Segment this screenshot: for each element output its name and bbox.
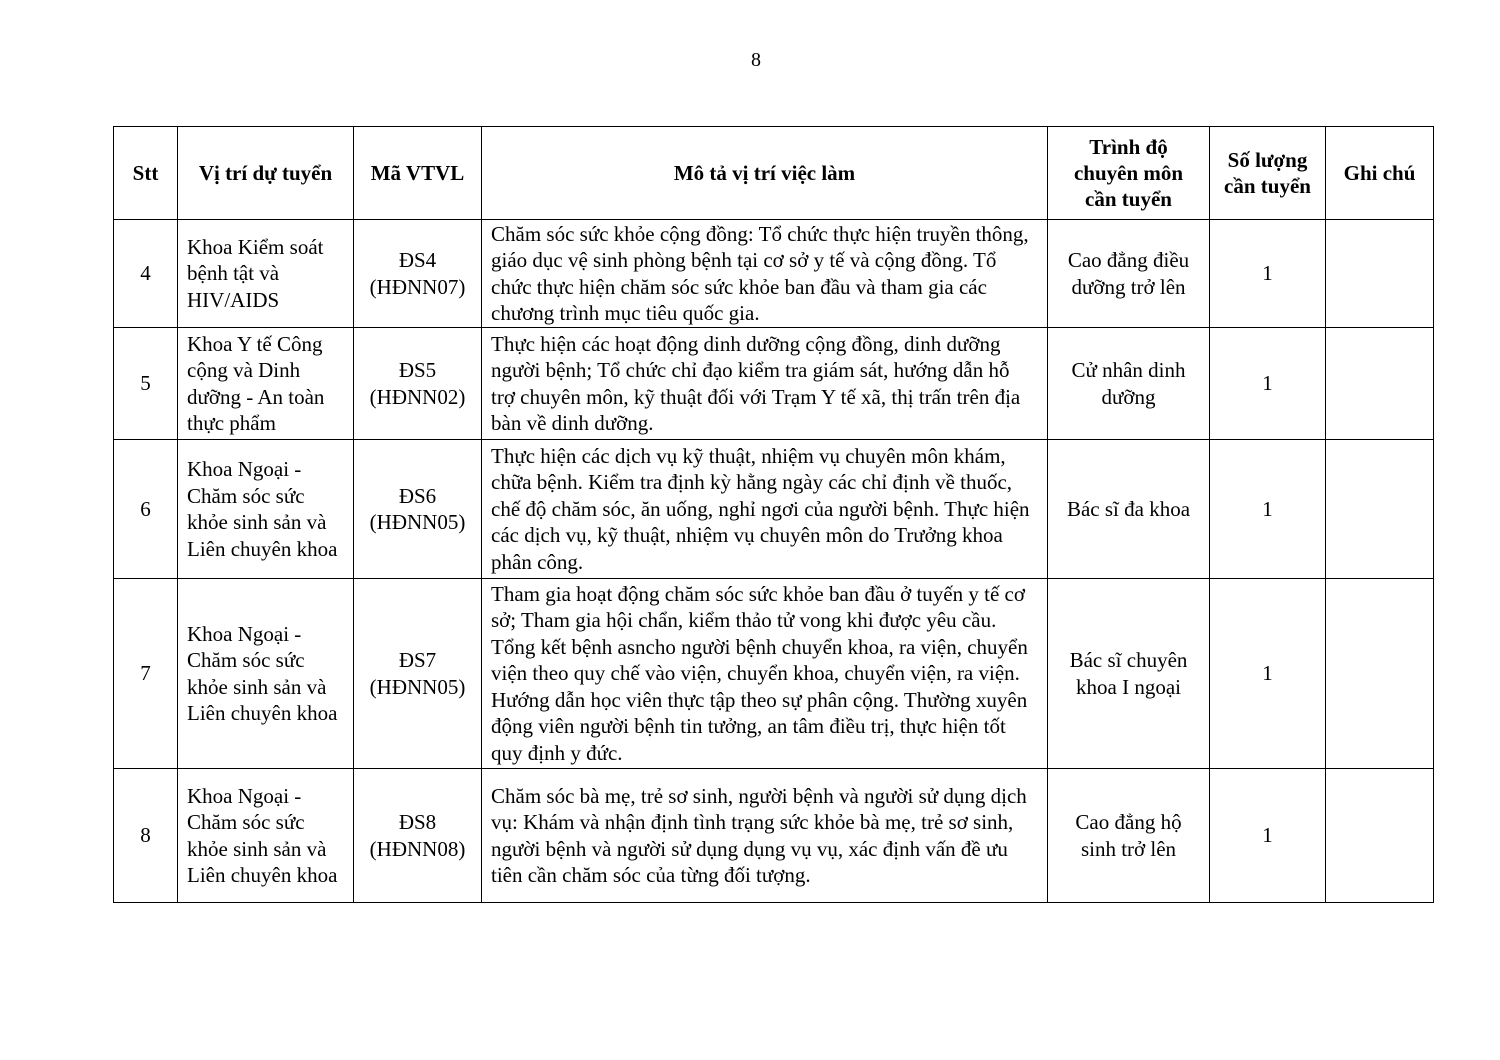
cell-qualification: Cao đẳng điều dưỡng trở lên [1048, 220, 1210, 328]
cell-stt: 4 [114, 220, 178, 328]
table-row [114, 579, 1434, 769]
cell-description: Thực hiện các hoạt động dinh dưỡng cộng đồng, dinh dưỡng người bệnh; Tổ chức chỉ đạo kiểm tra giám sát, hướng dẫn hỗ trợ chuyên môn, kỹ thuật đối với Trạm Y tế xã, thị trấn trên địa bàn về dinh dưỡng. [482, 328, 1048, 440]
cell-quantity: 1 [1210, 440, 1326, 579]
cell-position: Khoa Ngoại - Chăm sóc sức khỏe sinh sản và Liên chuyên khoa [178, 440, 354, 579]
cell-note [1326, 579, 1434, 769]
cell-note [1326, 769, 1434, 903]
cell-quantity: 1 [1210, 769, 1326, 903]
cell-qualification: Cử nhân dinh dưỡng [1048, 328, 1210, 440]
cell-stt: 6 [114, 440, 178, 579]
cell-code: ĐS6 (HĐNN05) [354, 440, 482, 579]
table-row [114, 440, 1434, 579]
cell-position: Khoa Y tế Công cộng và Dinh dưỡng - An toàn thực phẩm [178, 328, 354, 440]
cell-qualification: Cao đẳng hộ sinh trở lên [1048, 769, 1210, 903]
header-note: Ghi chú [1326, 127, 1434, 220]
cell-note [1326, 220, 1434, 328]
cell-stt: 8 [114, 769, 178, 903]
cell-qualification: Bác sĩ đa khoa [1048, 440, 1210, 579]
table-header [114, 127, 1434, 220]
cell-position: Khoa Ngoại - Chăm sóc sức khỏe sinh sản và Liên chuyên khoa [178, 579, 354, 769]
cell-description: Thực hiện các dịch vụ kỹ thuật, nhiệm vụ chuyên môn khám, chữa bệnh. Kiểm tra định kỳ hằng ngày các chỉ định về thuốc, chế độ chăm sóc, ăn uống, nghỉ ngơi của người bệnh. Thực hiện các dịch vụ, kỹ thuật, nhiệm vụ chuyên môn do Trưởng khoa phân công. [482, 440, 1048, 579]
cell-code: ĐS5 (HĐNN02) [354, 328, 482, 440]
page-number: 8 [751, 49, 761, 71]
cell-note [1326, 328, 1434, 440]
header-position: Vị trí dự tuyển [178, 127, 354, 220]
cell-qualification: Bác sĩ chuyên khoa I ngoại [1048, 579, 1210, 769]
cell-quantity: 1 [1210, 220, 1326, 328]
cell-note [1326, 440, 1434, 579]
header-quantity: Số lượng cần tuyển [1210, 127, 1326, 220]
cell-description: Chăm sóc sức khỏe cộng đồng: Tổ chức thực hiện truyền thông, giáo dục vệ sinh phòng bệnh tại cơ sở y tế và cộng đồng. Tổ chức thực hiện chăm sóc sức khỏe ban đầu và tham gia các chương trình mục tiêu quốc gia. [482, 220, 1048, 328]
table-row [114, 328, 1434, 440]
header-code: Mã VTVL [354, 127, 482, 220]
cell-description: Chăm sóc bà mẹ, trẻ sơ sinh, người bệnh và người sử dụng dịch vụ: Khám và nhận định tình trạng sức khỏe bà mẹ, trẻ sơ sinh, người bệnh và người sử dụng dụng vụ vụ, xác định vấn đề ưu tiên cần chăm sóc của từng đối tượng. [482, 769, 1048, 903]
cell-quantity: 1 [1210, 579, 1326, 769]
cell-quantity: 1 [1210, 328, 1326, 440]
cell-code: ĐS7 (HĐNN05) [354, 579, 482, 769]
cell-stt: 7 [114, 579, 178, 769]
cell-code: ĐS8 (HĐNN08) [354, 769, 482, 903]
cell-code: ĐS4 (HĐNN07) [354, 220, 482, 328]
table-row [114, 769, 1434, 903]
table-row [114, 220, 1434, 328]
cell-position: Khoa Ngoại - Chăm sóc sức khỏe sinh sản và Liên chuyên khoa [178, 769, 354, 903]
header-qualification: Trình độ chuyên môn cần tuyển [1048, 127, 1210, 220]
header-description: Mô tả vị trí việc làm [482, 127, 1048, 220]
header-stt: Stt [114, 127, 178, 220]
cell-position: Khoa Kiểm soát bệnh tật và HIV/AIDS [178, 220, 354, 328]
recruitment-table [113, 126, 1434, 903]
cell-description: Tham gia hoạt động chăm sóc sức khỏe ban đầu ở tuyến y tế cơ sở; Tham gia hội chẩn, kiểm thảo tử vong khi được yêu cầu. Tổng kết bệnh asncho người bệnh chuyển khoa, ra viện, chuyển viện theo quy chế vào viện, chuyển khoa, chuyển viện, ra viện. Hướng dẫn học viên thực tập theo sự phân cộng. Thường xuyên động viên người bệnh tin tưởng, an tâm điều trị, thực hiện tốt quy định y đức. [482, 579, 1048, 769]
cell-stt: 5 [114, 328, 178, 440]
